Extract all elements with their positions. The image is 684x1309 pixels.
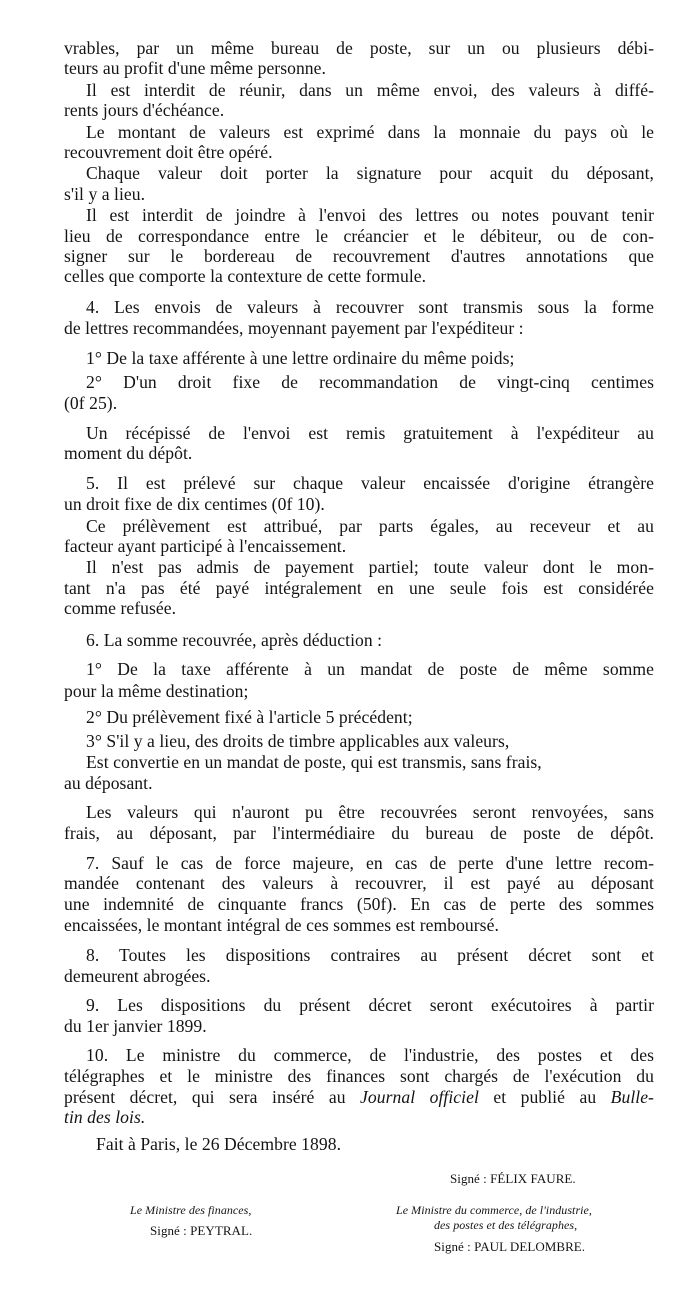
article-5-heading: 5. Il est prélevé sur chaque valeur encaissée d'origine étrangère: [86, 473, 654, 493]
article-7-heading: 7. Sauf le cas de force majeure, en cas de perte d'une lettre recom-: [86, 853, 654, 873]
commerce-minister-title: des postes et des télégraphes,: [434, 1218, 578, 1232]
text-line: une indemnité de cinquante francs (50f). En cas de perte des sommes: [64, 894, 654, 914]
text-run: présent décret, qui sera inséré au: [64, 1087, 346, 1107]
text-line: 1° De la taxe afférente à une lettre ordinaire du même poids;: [86, 348, 515, 368]
text-line: [64, 1107, 145, 1127]
text-line: Il est interdit de réunir, dans un même envoi, des valeurs à diffé-: [86, 80, 654, 100]
text-line: 3° S'il y a lieu, des droits de timbre applicables aux valeurs,: [86, 731, 510, 751]
text-line: teurs au profit d'une même personne.: [64, 58, 326, 78]
text-line: Ce prélèvement est attribué, par parts égales, au receveur et au: [86, 516, 654, 536]
text-line: Chaque valeur doit porter la signature pour acquit du déposant,: [86, 163, 654, 183]
text-line: 1° De la taxe afférente à un mandat de poste de même somme: [86, 659, 654, 679]
text-line: [64, 1087, 654, 1107]
text-line: encaissées, le montant intégral de ces sommes est remboursé.: [64, 915, 499, 935]
finance-minister-title: Le Ministre des finances,: [130, 1203, 252, 1217]
text-line: Les valeurs qui n'auront pu être recouvrées seront renvoyées, sans: [86, 802, 654, 822]
text-line: de lettres recommandées, moyennant payement par l'expéditeur :: [64, 318, 524, 338]
text-line: télégraphes et le ministre des finances sont chargés de l'exécution du: [64, 1066, 654, 1086]
text-line: Le montant de valeurs est exprimé dans la monnaie du pays où le: [86, 122, 654, 142]
text-line: tant n'a pas été payé intégralement en une seule fois est considérée: [64, 578, 654, 598]
text-line: rents jours d'échéance.: [64, 100, 225, 120]
text-line: celles que comporte la contexture de cette formule.: [64, 266, 427, 286]
text-line: frais, au déposant, par l'intermédiaire du bureau de poste de dépôt.: [64, 823, 654, 843]
text-line: Il n'est pas admis de payement partiel; toute valeur dont le mon-: [86, 557, 654, 577]
article-8-heading: 8. Toutes les dispositions contraires au présent décret sont et: [86, 945, 654, 965]
president-signature: Signé : FÉLIX FAURE.: [450, 1171, 576, 1186]
text-line: pour la même destination;: [64, 681, 249, 701]
bulletin-title: Bulle-: [610, 1087, 654, 1107]
commerce-minister-title: Le Ministre du commerce, de l'industrie,: [396, 1203, 592, 1217]
text-line: du 1er janvier 1899.: [64, 1016, 207, 1036]
article-6-heading: 6. La somme recouvrée, après déduction :: [86, 630, 383, 650]
article-9-heading: 9. Les dispositions du présent décret seront exécutoires à partir: [86, 995, 654, 1015]
text-line: Il est interdit de joindre à l'envoi des lettres ou notes pouvant tenir: [86, 205, 654, 225]
text-line: moment du dépôt.: [64, 443, 193, 463]
text-line: vrables, par un même bureau de poste, sur un ou plusieurs débi-: [64, 38, 654, 58]
text-line: recouvrement doit être opéré.: [64, 142, 273, 162]
journal-title: Journal officiel: [360, 1087, 479, 1107]
text-line: s'il y a lieu.: [64, 184, 146, 204]
text-line: mandée contenant des valeurs à recouvrer, il est payé au déposant: [64, 873, 654, 893]
finance-minister-signature: Signé : PEYTRAL.: [150, 1223, 253, 1238]
text-line: facteur ayant participé à l'encaissement.: [64, 536, 347, 556]
text-line: Est convertie en un mandat de poste, qui est transmis, sans frais,: [86, 752, 542, 772]
text-line: au déposant.: [64, 773, 153, 793]
bulletin-title: tin des lois.: [64, 1107, 146, 1127]
text-line: 2° Du prélèvement fixé à l'article 5 précédent;: [86, 707, 413, 727]
text-line: comme refusée.: [64, 598, 177, 618]
text-line: lieu de correspondance entre le créancier et le débiteur, ou de con-: [64, 226, 654, 246]
text-run: et publié au: [493, 1087, 597, 1107]
article-10-heading: 10. Le ministre du commerce, de l'industrie, des postes et des: [86, 1045, 654, 1065]
text-line: 2° D'un droit fixe de recommandation de vingt-cinq centimes: [86, 372, 654, 392]
commerce-minister-signature: Signé : PAUL DELOMBRE.: [434, 1239, 586, 1254]
text-line: un droit fixe de dix centimes (0f 10).: [64, 494, 325, 514]
text-line: Un récépissé de l'envoi est remis gratuitement à l'expéditeur au: [86, 423, 654, 443]
text-line: signer sur le bordereau de recouvrement d'autres annotations que: [64, 246, 654, 266]
text-line: demeurent abrogées.: [64, 966, 211, 986]
article-4-heading: 4. Les envois de valeurs à recouvrer sont transmis sous la forme: [86, 297, 654, 317]
text-line: (0f 25).: [64, 393, 118, 413]
date-line: Fait à Paris, le 26 Décembre 1898.: [96, 1134, 342, 1154]
